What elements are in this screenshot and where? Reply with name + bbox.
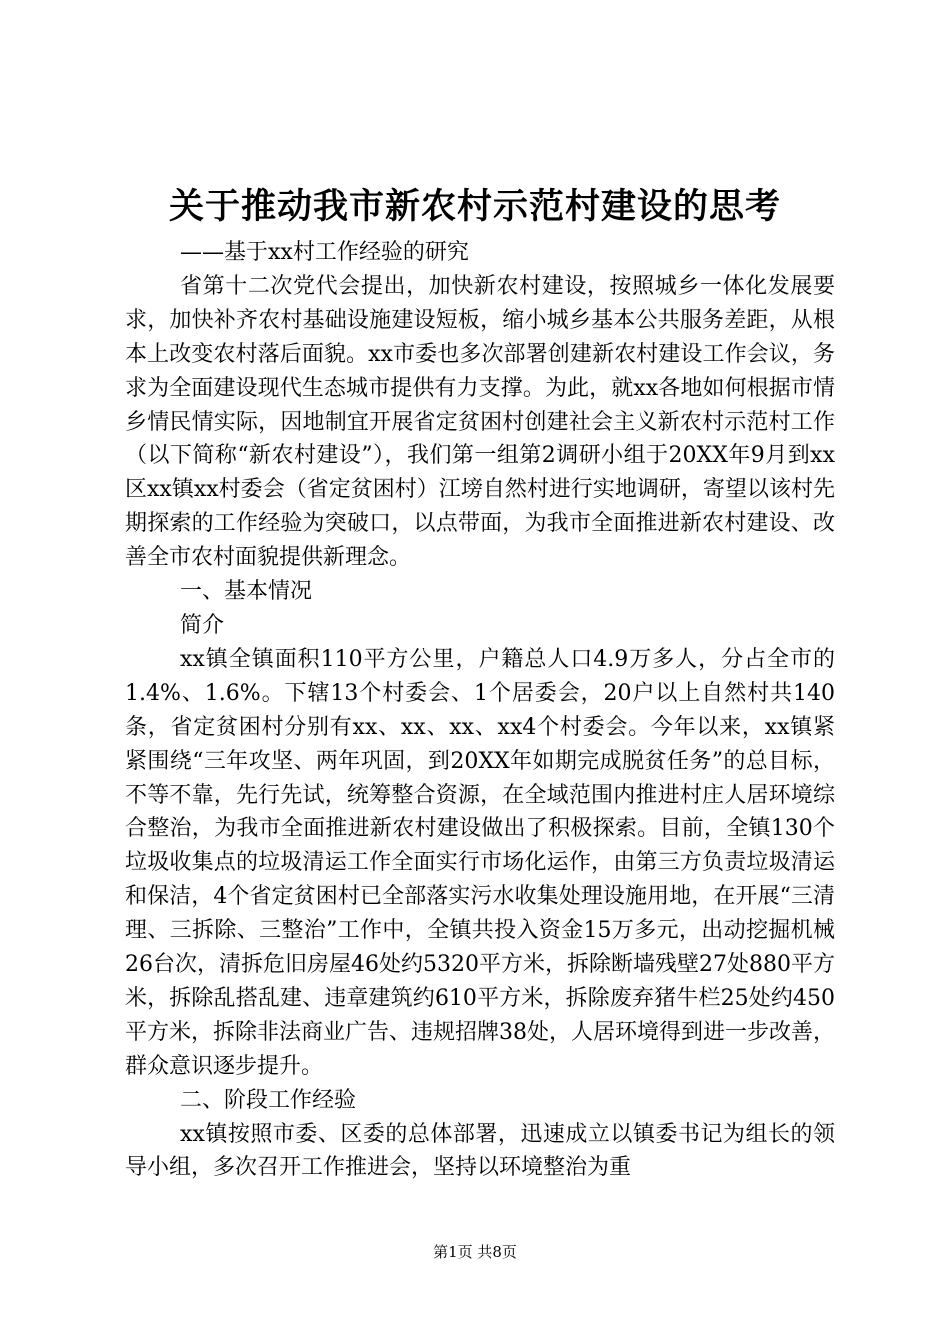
paragraph-intro: 省第十二次党代会提出，加快新农村建设，按照城乡一体化发展要求，加快补齐农村基础设施建设短板，缩小城乡基本公共服务差距，从根本上改变农村落后面貌。xx市委也多次部署创建新农村建设工作会议，务求为全面建设现代生态城市提供有力支撑。为此，就xx各地如何根据市情乡情民情实际，因地制宜开展省定贫困村创建社会主义新农村示范村工作（以下简称“新农村建设”），我们第一组第2调研小组于20XX年9月到xx区xx镇xx村委会（省定贫困村）江塝自然村进行实地调研，寄望以该村先期探索的工作经验为突破口，以点带面，为我市全面推进新农村建设、改善全市农村面貌提供新理念。: [125, 273, 835, 571]
section-heading-basic-situation: 一、基本情况: [180, 579, 313, 605]
subheading-introduction: 简介: [180, 612, 225, 638]
document-subtitle: ——基于xx村工作经验的研究: [180, 240, 469, 265]
document-title: 关于推动我市新农村示范村建设的思考: [168, 186, 781, 227]
page-number: 第1页 共8页: [433, 1243, 517, 1261]
paragraph-town-overview: xx镇全镇面积110平方公里，户籍总人口4.9万多人，分占全市的1.4%、1.6%。下辖13个村委会、1个居委会，20户以上自然村共140条，省定贫困村分别有xx、xx、xx、xx4个村委会。今年以来，xx镇紧紧围绕“三年攻坚、两年巩固，到20XX年如期完成脱贫任务”的总目标，不等不靠，先行先试，统筹整合资源，在全域范围内推进村庄人居环境综合整治，为我市全面推进新农村建设做出了积极探索。目前，全镇130个垃圾收集点的垃圾清运工作全面实行市场化运作，由第三方负责垃圾清运和保洁，4个省定贫困村已全部落实污水收集处理设施用地，在开展“三清理、三拆除、三整治”工作中，全镇共投入资金15万多元，出动挖掘机械26台次，清拆危旧房屋46处约5320平方米，拆除断墙残壁27处880平方米，拆除乱搭乱建、违章建筑约610平方米，拆除废弃猪牛栏25处约450平方米，拆除非法商业广告、违规招牌38处，人居环境得到进一步改善，群众意识逐步提升。: [125, 646, 835, 1079]
paragraph-work-experience: xx镇按照市委、区委的总体部署，迅速成立以镇委书记为组长的领导小组，多次召开工作推进会，坚持以环境整治为重: [125, 1121, 835, 1181]
document-body: [125, 236, 835, 1185]
section-heading-work-experience: 二、阶段工作经验: [180, 1087, 357, 1113]
